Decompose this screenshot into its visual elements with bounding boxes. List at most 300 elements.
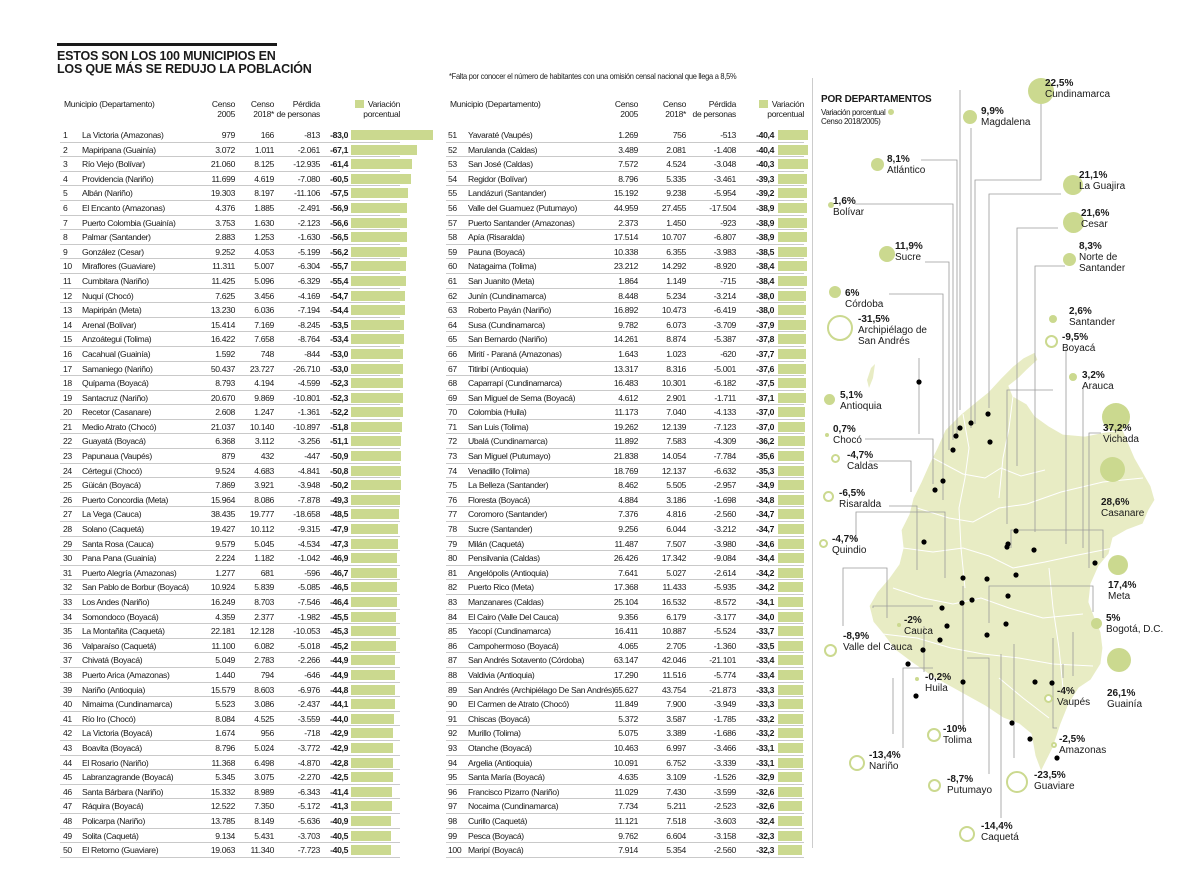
perdida-value: -3.461 (713, 173, 736, 184)
rank: 82 (448, 582, 457, 593)
table-body (446, 128, 804, 858)
table-row (446, 726, 804, 741)
perdida-value: -1.408 (713, 144, 736, 155)
rank: 16 (63, 348, 72, 359)
variacion-bar (351, 509, 399, 519)
municipio-name: Guayatá (Boyacá) (82, 436, 146, 447)
table-row (60, 230, 400, 245)
censo-2018-value: 42.046 (661, 655, 686, 666)
department-name: Huila (925, 683, 948, 694)
variacion-bar (351, 495, 400, 505)
page-title (57, 50, 357, 76)
table-row (446, 201, 804, 216)
perdida-value: -9.084 (713, 553, 736, 564)
censo-2005-value: 8.793 (215, 378, 235, 389)
rank: 45 (63, 772, 72, 783)
table-row (60, 449, 400, 464)
variacion-bar (351, 247, 407, 257)
censo-2005-value: 2.224 (215, 553, 235, 564)
variacion-value: -32,6 (756, 801, 774, 812)
censo-2018-value: 7.430 (666, 786, 686, 797)
perdida-value: -1.686 (713, 728, 736, 739)
rank: 28 (63, 524, 72, 535)
table-row (60, 362, 400, 377)
censo-2005-value: 3.753 (215, 217, 235, 228)
perdida-value: -5.172 (297, 801, 320, 812)
bubble-negative-icon (831, 454, 840, 463)
department-pct: 22,5% (1045, 78, 1074, 89)
table-row (446, 478, 804, 493)
variacion-value: -32,6 (756, 786, 774, 797)
perdida-value: -3.772 (297, 742, 320, 753)
perdida-value: -3.214 (713, 290, 736, 301)
rank: 13 (63, 305, 72, 316)
variacion-bar (351, 422, 402, 432)
table-header (446, 100, 804, 128)
rank: 43 (63, 742, 72, 753)
municipio-name: Mapiripana (Guainía) (82, 144, 156, 155)
table-row (60, 653, 400, 668)
municipio-name: Coromoro (Santander) (468, 509, 547, 520)
censo-2018-value: 5.234 (666, 290, 686, 301)
censo-2018-value: 1.023 (666, 348, 686, 359)
municipio-name: Apía (Risaralda) (468, 232, 525, 243)
municipio-name: Colombia (Huila) (468, 407, 527, 418)
perdida-value: -3.212 (713, 524, 736, 535)
perdida-value: -1.630 (297, 232, 320, 243)
variacion-bar (778, 553, 804, 563)
variacion-bar (778, 188, 807, 198)
bubble-positive-icon (871, 158, 884, 171)
table-row (60, 785, 400, 800)
censo-2018-value: 14.292 (661, 261, 686, 272)
table-row (446, 186, 804, 201)
department-pct: 9,9% (981, 106, 1004, 117)
censo-2005-value: 2.883 (215, 232, 235, 243)
department-pct: 5,1% (840, 390, 863, 401)
variacion-value: -49,3 (330, 494, 348, 505)
variacion-bar (778, 568, 803, 578)
department-pct: -6,5% (839, 488, 866, 499)
censo-2018-value: 27.455 (661, 202, 686, 213)
censo-2018-value: 166 (260, 130, 274, 140)
perdida-value: -6.976 (297, 684, 320, 695)
censo-2005-value: 8.084 (215, 713, 235, 724)
censo-2005-value: 4.884 (618, 494, 638, 505)
perdida-value: -3.559 (297, 713, 320, 724)
header-censo-2018: Censo 2018* (662, 99, 686, 119)
department-pct: 17,4% (1108, 580, 1137, 591)
bubble-negative-icon (827, 315, 853, 341)
rank: 2 (63, 144, 68, 155)
rank: 56 (448, 202, 457, 213)
department-name: Cesar (1081, 219, 1108, 230)
bubble-positive-icon (1063, 253, 1076, 266)
perdida-value: -7.546 (297, 597, 320, 607)
variacion-value: -53,4 (330, 334, 348, 345)
table-row (446, 274, 804, 289)
variacion-bar (351, 845, 391, 855)
censo-2018-value: 3.186 (666, 494, 686, 505)
bubble-negative-icon (824, 644, 837, 657)
municipio-name: Medio Atrato (Chocó) (82, 421, 157, 432)
table-row (60, 712, 400, 727)
table-row (446, 362, 804, 377)
table-row (446, 289, 804, 304)
table-row (60, 216, 400, 231)
variacion-value: -40,9 (330, 815, 348, 826)
censo-2018-value: 5.045 (254, 538, 274, 549)
variacion-value: -44,9 (330, 669, 348, 680)
perdida-value: -8.920 (713, 261, 736, 272)
variacion-bar (351, 553, 397, 563)
department-name: Quindio (832, 545, 867, 556)
perdida-value: -2.614 (713, 567, 736, 578)
variacion-bar (778, 451, 804, 461)
municipio-name: La Montañita (Caquetá) (82, 626, 165, 637)
perdida-value: -4.169 (297, 290, 320, 301)
censo-2005-value: 1.592 (215, 348, 235, 359)
censo-2005-value: 7.734 (618, 801, 638, 812)
censo-2018-value: 12.128 (249, 626, 274, 637)
censo-2018-value: 8.125 (254, 159, 274, 170)
variacion-value: -61,4 (330, 159, 348, 170)
perdida-value: -8.572 (713, 597, 736, 607)
table-row (60, 274, 400, 289)
municipio-name: Santa Rosa (Cauca) (82, 538, 154, 549)
municipio-name: El Encanto (Amazonas) (82, 202, 165, 213)
variacion-value: -32,3 (756, 830, 774, 841)
variacion-value: -44,8 (330, 684, 348, 695)
variacion-bar (778, 378, 806, 388)
department-pct: 8,3% (1079, 241, 1102, 252)
censo-2005-value: 13.317 (613, 363, 638, 374)
censo-2005-value: 10.091 (613, 757, 638, 768)
variacion-value: -32,9 (756, 772, 774, 783)
censo-2018-value: 3.109 (666, 772, 686, 783)
censo-2018-value: 11.340 (250, 845, 274, 856)
table-row (60, 566, 400, 581)
municipio-name: Santa María (Boyacá) (468, 772, 545, 783)
variacion-bar (778, 218, 807, 228)
rank: 53 (448, 159, 457, 170)
perdida-value: -1.042 (297, 553, 320, 564)
table-row (446, 610, 804, 625)
municipio-name: Quípama (Boyacá) (82, 378, 149, 389)
variacion-bar (351, 582, 397, 592)
variacion-bar (778, 787, 802, 797)
department-label (858, 314, 938, 347)
municipio-name: Curillo (Caquetá) (468, 815, 528, 826)
perdida-value: -3.703 (297, 830, 320, 841)
censo-2005-value: 19.303 (210, 188, 235, 199)
department-label (1081, 208, 1161, 230)
municipio-name: Susa (Cundinamarca) (468, 319, 545, 330)
censo-2018-value: 10.112 (250, 524, 274, 535)
perdida-value: -8.764 (297, 334, 320, 345)
municipio-name: Los Andes (Nariño) (82, 597, 150, 607)
variacion-value: -40,4 (756, 130, 774, 140)
censo-2018-value: 6.997 (666, 742, 686, 753)
variacion-bar (778, 174, 807, 184)
censo-2018-value: 6.073 (666, 319, 686, 330)
variacion-bar (351, 276, 406, 286)
perdida-value: -1.361 (297, 407, 320, 418)
rank: 71 (448, 421, 457, 432)
censo-2018-value: 7.169 (254, 319, 274, 330)
municipio-name: Güicán (Boyacá) (82, 480, 141, 491)
variacion-value: -54,4 (330, 305, 348, 316)
censo-2005-value: 21.037 (210, 421, 235, 432)
censo-2018-value: 681 (260, 567, 274, 578)
variacion-bar (351, 232, 407, 242)
variacion-value: -38,0 (756, 290, 774, 301)
variacion-value: -46,4 (330, 597, 348, 607)
variacion-value: -46,7 (330, 567, 348, 578)
variacion-value: -45,2 (330, 640, 348, 651)
table-row (60, 799, 400, 814)
variacion-value: -37,0 (756, 407, 774, 418)
department-pct: -4,7% (847, 450, 874, 461)
perdida-value: -1.698 (713, 494, 736, 505)
rank: 8 (63, 232, 68, 243)
department-label (887, 154, 967, 176)
perdida-value: -3.339 (713, 757, 736, 768)
rank: 58 (448, 232, 457, 243)
censo-2018-value: 6.036 (254, 305, 274, 316)
department-label (832, 534, 912, 556)
table-row (60, 259, 400, 274)
municipio-name: San Miguel (Putumayo) (468, 451, 551, 462)
perdida-value: -7.784 (713, 451, 736, 462)
rank: 37 (63, 655, 72, 666)
municipio-name: Caparrapí (Cundinamarca) (468, 378, 562, 389)
perdida-value: -3.177 (713, 611, 736, 622)
censo-2005-value: 9.762 (618, 830, 638, 841)
department-name: Sucre (895, 252, 922, 263)
department-label (1034, 770, 1114, 792)
municipio-name: Ubalá (Cundinamarca) (468, 436, 548, 447)
variacion-value: -50,8 (330, 465, 348, 476)
rank: 84 (448, 611, 457, 622)
perdida-value: -3.980 (713, 538, 736, 549)
perdida-value: -3.948 (297, 480, 320, 491)
perdida-value: -5.001 (713, 363, 736, 374)
rank: 24 (63, 465, 72, 476)
municipio-name: Titiribí (Antioquia) (468, 363, 529, 374)
censo-2005-value: 20.670 (210, 392, 235, 403)
table-row (60, 829, 400, 844)
municipio-name: Sucre (Santander) (468, 524, 533, 535)
censo-2005-value: 5.523 (215, 699, 235, 710)
censo-2005-value: 9.579 (215, 538, 235, 549)
variacion-bar (351, 816, 391, 826)
variacion-value: -37,5 (756, 378, 774, 389)
censo-2018-value: 4.816 (666, 509, 686, 520)
department-name: Guainía (1107, 699, 1143, 710)
perdida-value: -2.491 (297, 202, 320, 213)
variacion-bar (351, 612, 396, 622)
table-row (60, 507, 400, 522)
censo-2018-value: 6.082 (254, 640, 274, 651)
censo-2018-value: 10.140 (249, 421, 274, 432)
variacion-value: -44,9 (330, 655, 348, 666)
perdida-value: -3.603 (713, 815, 736, 826)
censo-2005-value: 979 (221, 130, 235, 140)
censo-2018-value: 8.874 (666, 334, 686, 345)
department-pct: 37,2% (1103, 423, 1132, 434)
municipio-name: San José (Caldas) (468, 159, 533, 170)
department-pct: -4% (1057, 686, 1075, 697)
table-row (446, 683, 804, 698)
department-label (840, 390, 920, 412)
variacion-bar (778, 524, 804, 534)
variacion-value: -40,5 (330, 830, 348, 841)
censo-2005-value: 7.376 (618, 509, 638, 520)
variacion-bar (778, 685, 803, 695)
header-perdida: Pérdida de personas (692, 99, 736, 119)
censo-2005-value: 879 (221, 451, 235, 462)
table-row (60, 741, 400, 756)
variacion-value: -48,5 (330, 509, 348, 520)
censo-2018-value: 5.211 (666, 801, 686, 812)
rank: 86 (448, 640, 457, 651)
variacion-value: -46,5 (330, 582, 348, 593)
rank: 15 (63, 334, 72, 345)
rank: 5 (63, 188, 68, 199)
variacion-bar (351, 626, 396, 636)
variacion-bar (351, 831, 391, 841)
variacion-bar (778, 714, 803, 724)
variacion-value: -51,8 (330, 421, 348, 432)
bubble-positive-icon (1049, 315, 1057, 323)
rank: 38 (63, 669, 72, 680)
rank: 11 (63, 275, 72, 286)
rank: 51 (448, 130, 457, 140)
rank: 83 (448, 597, 457, 607)
censo-2018-value: 956 (260, 728, 274, 739)
variacion-value: -33,3 (756, 699, 774, 710)
header-censo-2005: Censo 2005 (211, 99, 235, 119)
rank: 48 (63, 815, 72, 826)
variacion-value: -42,8 (330, 757, 348, 768)
censo-2018-value: 3.587 (666, 713, 686, 724)
municipio-name: Puerto Arica (Amazonas) (82, 669, 170, 680)
table-row (446, 230, 804, 245)
variacion-bar (778, 466, 804, 476)
department-name: Meta (1108, 591, 1131, 602)
table-row (60, 303, 400, 318)
censo-2005-value: 16.411 (614, 626, 638, 637)
municipio-name: Papunaua (Vaupés) (82, 451, 152, 462)
perdida-value: -26.710 (293, 363, 320, 374)
rank: 40 (63, 699, 72, 710)
perdida-value: -12.935 (293, 159, 320, 170)
header-censo-2018: Censo 2018* (250, 99, 274, 119)
censo-2005-value: 19.427 (210, 524, 235, 535)
censo-2018-value: 23.727 (249, 363, 274, 374)
bubble-negative-icon (915, 677, 919, 681)
municipio-name: San Bernardo (Nariño) (468, 334, 548, 345)
censo-2005-value: 15.332 (210, 786, 235, 797)
variacion-value: -50,2 (330, 480, 348, 491)
rank: 60 (448, 261, 457, 272)
perdida-value: -2.560 (713, 845, 736, 856)
department-name: Casanare (1101, 508, 1145, 519)
table-row (446, 216, 804, 231)
municipio-name: La Victoria (Boyacá) (82, 728, 153, 739)
variacion-bar (351, 568, 397, 578)
department-pct: -9,5% (1062, 332, 1089, 343)
variacion-value: -39,3 (756, 173, 774, 184)
censo-2018-value: 3.086 (254, 699, 274, 710)
censo-2018-value: 3.389 (666, 728, 686, 739)
censo-2005-value: 19.262 (613, 421, 638, 432)
censo-2005-value: 16.483 (613, 378, 638, 389)
rank: 96 (448, 786, 457, 797)
variacion-bar (778, 816, 802, 826)
variacion-value: -42,5 (330, 772, 348, 783)
censo-2005-value: 8.462 (618, 480, 638, 491)
municipio-name: El Cairo (Valle Del Cauca) (468, 611, 559, 622)
variacion-value: -34,6 (756, 538, 774, 549)
variacion-bar (778, 305, 806, 315)
perdida-value: -11.106 (293, 188, 320, 199)
censo-2018-value: 1.885 (254, 202, 274, 213)
rank: 25 (63, 480, 72, 491)
censo-2018-value: 14.054 (661, 451, 686, 462)
censo-2018-value: 7.900 (666, 699, 686, 710)
variacion-bar (351, 407, 403, 417)
rank: 94 (448, 757, 457, 768)
perdida-value: -4.841 (297, 465, 320, 476)
perdida-value: -2.061 (297, 144, 320, 155)
perdida-value: -3.983 (713, 246, 736, 257)
municipio-name: Regidor (Bolívar) (468, 173, 528, 184)
variacion-bar (778, 407, 805, 417)
censo-2018-value: 2.081 (666, 144, 686, 155)
department-pct: -2,5% (1059, 734, 1086, 745)
municipio-name: Valparaíso (Caquetá) (82, 640, 157, 651)
rank: 41 (63, 713, 72, 724)
variacion-value: -33,4 (756, 669, 774, 680)
censo-2005-value: 7.869 (215, 480, 235, 491)
department-name: Norte de Santander (1079, 252, 1126, 274)
censo-2018-value: 10.473 (661, 305, 686, 316)
censo-2018-value: 4.524 (666, 159, 686, 170)
variacion-value: -53,0 (330, 348, 348, 359)
rank: 33 (63, 597, 72, 607)
rank: 57 (448, 217, 457, 228)
municipio-name: Murillo (Tolima) (468, 728, 521, 739)
variacion-value: -32,4 (756, 815, 774, 826)
variacion-bar (351, 291, 405, 301)
department-name: La Guajira (1079, 181, 1126, 192)
censo-2018-value: 756 (672, 130, 686, 140)
municipio-name: González (Cesar) (82, 246, 144, 257)
municipio-name: Argelia (Antioquia) (468, 757, 533, 768)
perdida-value: -7.194 (297, 305, 320, 316)
department-label (833, 424, 913, 446)
censo-2005-value: 11.849 (614, 699, 638, 710)
rank: 78 (448, 524, 457, 535)
censo-2018-value: 5.839 (254, 582, 274, 593)
municipio-name: Anzoátegui (Tolima) (82, 334, 152, 345)
perdida-value: -6.329 (297, 275, 320, 286)
variacion-bar (351, 685, 395, 695)
rank: 3 (63, 159, 68, 170)
municipio-name: Palmar (Santander) (82, 232, 151, 243)
